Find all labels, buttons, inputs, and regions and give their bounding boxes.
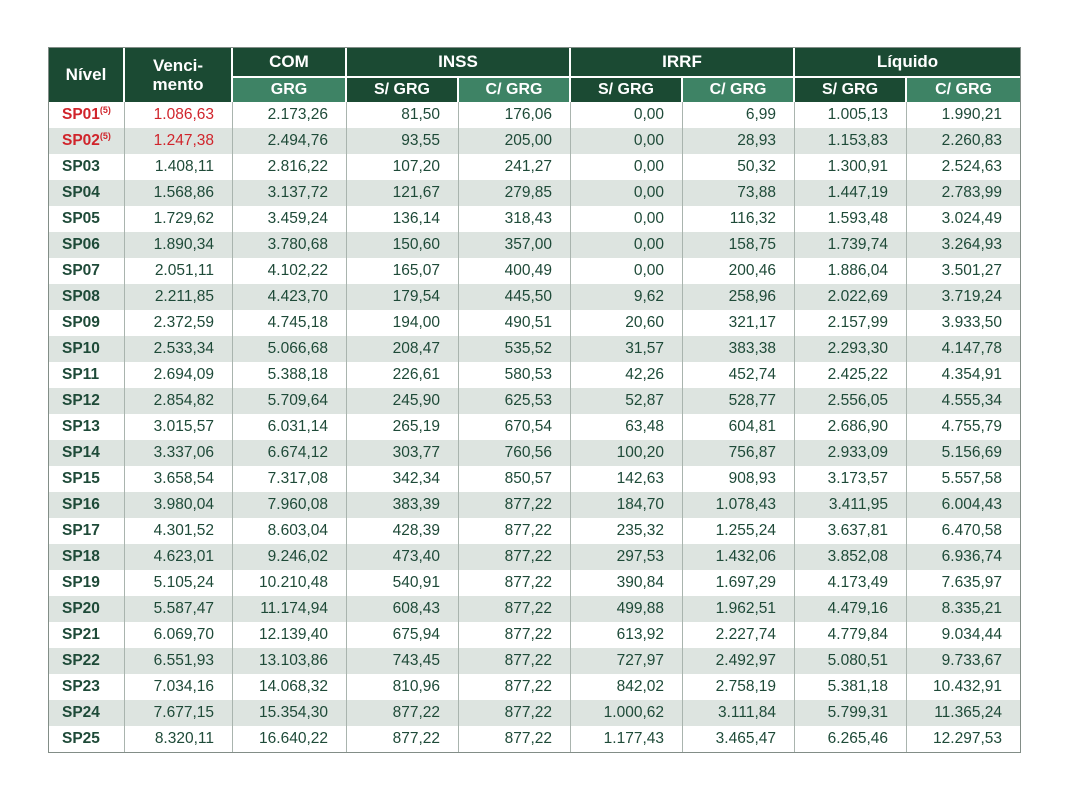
table-row-sp19 xyxy=(49,570,1020,596)
value-cell: 279,85 xyxy=(459,180,571,206)
value-cell: 1.153,83 xyxy=(795,128,907,154)
vencimento-cell: 6.551,93 xyxy=(125,648,233,674)
value-cell: 9.246,02 xyxy=(233,544,347,570)
value-cell: 241,27 xyxy=(459,154,571,180)
value-cell: 428,39 xyxy=(347,518,459,544)
value-cell: 1.962,51 xyxy=(683,596,795,622)
value-cell: 2.556,05 xyxy=(795,388,907,414)
value-cell: 1.177,43 xyxy=(571,726,683,752)
value-cell: 2.157,99 xyxy=(795,310,907,336)
value-cell: 580,53 xyxy=(459,362,571,388)
value-cell: 0,00 xyxy=(571,258,683,284)
nivel-cell: SP19 xyxy=(49,570,125,596)
value-cell: 4.555,34 xyxy=(907,388,1020,414)
value-cell: 756,87 xyxy=(683,440,795,466)
nivel-cell: SP24 xyxy=(49,700,125,726)
value-cell: 6.004,43 xyxy=(907,492,1020,518)
value-cell: 8.603,04 xyxy=(233,518,347,544)
nivel-cell: SP07 xyxy=(49,258,125,284)
value-cell: 4.354,91 xyxy=(907,362,1020,388)
value-cell: 3.719,24 xyxy=(907,284,1020,310)
table-row-sp16 xyxy=(49,492,1020,518)
value-cell: 7.635,97 xyxy=(907,570,1020,596)
value-cell: 1.078,43 xyxy=(683,492,795,518)
value-cell: 116,32 xyxy=(683,206,795,232)
value-cell: 3.459,24 xyxy=(233,206,347,232)
value-cell: 20,60 xyxy=(571,310,683,336)
value-cell: 12.139,40 xyxy=(233,622,347,648)
value-cell: 810,96 xyxy=(347,674,459,700)
header-sub-2-sgrg: S/ GRG xyxy=(571,78,683,102)
value-cell: 9,62 xyxy=(571,284,683,310)
value-cell: 608,43 xyxy=(347,596,459,622)
value-cell: 1.990,21 xyxy=(907,102,1020,128)
value-cell: 6.031,14 xyxy=(233,414,347,440)
value-cell: 107,20 xyxy=(347,154,459,180)
value-cell: 2.686,90 xyxy=(795,414,907,440)
vencimento-cell: 1.568,86 xyxy=(125,180,233,206)
table-row-sp01 xyxy=(49,102,1020,128)
value-cell: 908,93 xyxy=(683,466,795,492)
table-row-sp10 xyxy=(49,336,1020,362)
table-row-sp07 xyxy=(49,258,1020,284)
value-cell: 81,50 xyxy=(347,102,459,128)
nivel-cell: SP08 xyxy=(49,284,125,310)
table-row-sp03 xyxy=(49,154,1020,180)
value-cell: 877,22 xyxy=(459,700,571,726)
nivel-cell: SP17 xyxy=(49,518,125,544)
nivel-cell: SP14 xyxy=(49,440,125,466)
vencimento-cell: 4.301,52 xyxy=(125,518,233,544)
value-cell: 1.255,24 xyxy=(683,518,795,544)
value-cell: 3.933,50 xyxy=(907,310,1020,336)
value-cell: 165,07 xyxy=(347,258,459,284)
value-cell: 6.265,46 xyxy=(795,726,907,752)
value-cell: 3.024,49 xyxy=(907,206,1020,232)
value-cell: 5.799,31 xyxy=(795,700,907,726)
header-group-inss: INSS xyxy=(347,48,571,78)
value-cell: 5.080,51 xyxy=(795,648,907,674)
value-cell: 10.210,48 xyxy=(233,570,347,596)
value-cell: 28,93 xyxy=(683,128,795,154)
value-cell: 727,97 xyxy=(571,648,683,674)
value-cell: 5.709,64 xyxy=(233,388,347,414)
table-row-sp04 xyxy=(49,180,1020,206)
header-sub-3-cgrg: C/ GRG xyxy=(907,78,1020,102)
value-cell: 142,63 xyxy=(571,466,683,492)
header-sub-1-sgrg: S/ GRG xyxy=(347,78,459,102)
nivel-cell: SP22 xyxy=(49,648,125,674)
value-cell: 3.465,47 xyxy=(683,726,795,752)
nivel-cell: SP01$^{(5)}$ xyxy=(49,102,125,128)
value-cell: 490,51 xyxy=(459,310,571,336)
value-cell: 1.300,91 xyxy=(795,154,907,180)
value-cell: 226,61 xyxy=(347,362,459,388)
value-cell: 0,00 xyxy=(571,102,683,128)
value-cell: 1.739,74 xyxy=(795,232,907,258)
value-cell: 2.227,74 xyxy=(683,622,795,648)
value-cell: 303,77 xyxy=(347,440,459,466)
value-cell: 2.524,63 xyxy=(907,154,1020,180)
value-cell: 877,22 xyxy=(459,726,571,752)
header-group-com: COM xyxy=(233,48,347,78)
value-cell: 12.297,53 xyxy=(907,726,1020,752)
value-cell: 13.103,86 xyxy=(233,648,347,674)
value-cell: 184,70 xyxy=(571,492,683,518)
value-cell: 342,34 xyxy=(347,466,459,492)
header-vencimento xyxy=(125,48,233,102)
nivel-cell: SP16 xyxy=(49,492,125,518)
nivel-cell: SP02$^{(5)}$ xyxy=(49,128,125,154)
vencimento-cell: 1.247,38 xyxy=(125,128,233,154)
vencimento-cell: 1.890,34 xyxy=(125,232,233,258)
nivel-cell: SP10 xyxy=(49,336,125,362)
value-cell: 3.137,72 xyxy=(233,180,347,206)
header-sub-0-grg: GRG xyxy=(233,78,347,102)
nivel-cell: SP05 xyxy=(49,206,125,232)
value-cell: 877,22 xyxy=(459,674,571,700)
table-row-sp22 xyxy=(49,648,1020,674)
value-cell: 16.640,22 xyxy=(233,726,347,752)
value-cell: 1.432,06 xyxy=(683,544,795,570)
value-cell: 9.733,67 xyxy=(907,648,1020,674)
value-cell: 3.111,84 xyxy=(683,700,795,726)
vencimento-cell: 6.069,70 xyxy=(125,622,233,648)
nivel-cell: SP20 xyxy=(49,596,125,622)
table-row-sp13 xyxy=(49,414,1020,440)
value-cell: 7.960,08 xyxy=(233,492,347,518)
nivel-cell: SP21 xyxy=(49,622,125,648)
vencimento-cell: 2.854,82 xyxy=(125,388,233,414)
value-cell: 1.697,29 xyxy=(683,570,795,596)
value-cell: 2.425,22 xyxy=(795,362,907,388)
value-cell: 42,26 xyxy=(571,362,683,388)
value-cell: 0,00 xyxy=(571,180,683,206)
table-body xyxy=(49,102,1020,752)
value-cell: 850,57 xyxy=(459,466,571,492)
value-cell: 877,22 xyxy=(459,570,571,596)
value-cell: 10.432,91 xyxy=(907,674,1020,700)
table-row-sp15 xyxy=(49,466,1020,492)
value-cell: 2.783,99 xyxy=(907,180,1020,206)
value-cell: 245,90 xyxy=(347,388,459,414)
value-cell: 8.335,21 xyxy=(907,596,1020,622)
value-cell: 6.674,12 xyxy=(233,440,347,466)
table-row-sp25 xyxy=(49,726,1020,752)
value-cell: 1.000,62 xyxy=(571,700,683,726)
value-cell: 877,22 xyxy=(459,544,571,570)
value-cell: 2.933,09 xyxy=(795,440,907,466)
table-row-sp02 xyxy=(49,128,1020,154)
nivel-cell: SP11 xyxy=(49,362,125,388)
value-cell: 357,00 xyxy=(459,232,571,258)
value-cell: 760,56 xyxy=(459,440,571,466)
value-cell: 52,87 xyxy=(571,388,683,414)
header-row-groups xyxy=(49,48,1020,78)
vencimento-cell: 2.372,59 xyxy=(125,310,233,336)
header-group-líquido: Líquido xyxy=(795,48,1020,78)
table-row-sp06 xyxy=(49,232,1020,258)
nivel-cell: SP23 xyxy=(49,674,125,700)
salary-table xyxy=(48,47,1021,753)
vencimento-cell: 2.694,09 xyxy=(125,362,233,388)
value-cell: 5.156,69 xyxy=(907,440,1020,466)
value-cell: 390,84 xyxy=(571,570,683,596)
vencimento-cell: 1.086,63 xyxy=(125,102,233,128)
vencimento-cell: 1.729,62 xyxy=(125,206,233,232)
header-sub-3-sgrg: S/ GRG xyxy=(795,78,907,102)
nivel-cell: SP06 xyxy=(49,232,125,258)
value-cell: 528,77 xyxy=(683,388,795,414)
value-cell: 208,47 xyxy=(347,336,459,362)
vencimento-cell: 3.980,04 xyxy=(125,492,233,518)
value-cell: 0,00 xyxy=(571,154,683,180)
value-cell: 6.936,74 xyxy=(907,544,1020,570)
nivel-cell: SP18 xyxy=(49,544,125,570)
value-cell: 877,22 xyxy=(459,622,571,648)
value-cell: 121,67 xyxy=(347,180,459,206)
value-cell: 258,96 xyxy=(683,284,795,310)
value-cell: 877,22 xyxy=(459,596,571,622)
value-cell: 73,88 xyxy=(683,180,795,206)
header-group-irrf: IRRF xyxy=(571,48,795,78)
value-cell: 5.381,18 xyxy=(795,674,907,700)
table-row-sp23 xyxy=(49,674,1020,700)
value-cell: 877,22 xyxy=(459,648,571,674)
value-cell: 2.816,22 xyxy=(233,154,347,180)
value-cell: 604,81 xyxy=(683,414,795,440)
table-row-sp14 xyxy=(49,440,1020,466)
nivel-cell: SP25 xyxy=(49,726,125,752)
table-row-sp05 xyxy=(49,206,1020,232)
value-cell: 100,20 xyxy=(571,440,683,466)
footnote-marker: (5) xyxy=(99,130,111,141)
value-cell: 14.068,32 xyxy=(233,674,347,700)
value-cell: 1.886,04 xyxy=(795,258,907,284)
value-cell: 265,19 xyxy=(347,414,459,440)
value-cell: 4.745,18 xyxy=(233,310,347,336)
value-cell: 3.173,57 xyxy=(795,466,907,492)
value-cell: 150,60 xyxy=(347,232,459,258)
table-row-sp24 xyxy=(49,700,1020,726)
value-cell: 2.293,30 xyxy=(795,336,907,362)
value-cell: 3.411,95 xyxy=(795,492,907,518)
table-header xyxy=(49,48,1020,102)
value-cell: 4.423,70 xyxy=(233,284,347,310)
nivel-cell: SP15 xyxy=(49,466,125,492)
value-cell: 9.034,44 xyxy=(907,622,1020,648)
value-cell: 6.470,58 xyxy=(907,518,1020,544)
value-cell: 445,50 xyxy=(459,284,571,310)
value-cell: 176,06 xyxy=(459,102,571,128)
table-row-sp12 xyxy=(49,388,1020,414)
value-cell: 540,91 xyxy=(347,570,459,596)
value-cell: 3.264,93 xyxy=(907,232,1020,258)
table-row-sp17 xyxy=(49,518,1020,544)
header-sub-1-cgrg: C/ GRG xyxy=(459,78,571,102)
nivel-cell: SP13 xyxy=(49,414,125,440)
vencimento-cell: 2.211,85 xyxy=(125,284,233,310)
value-cell: 15.354,30 xyxy=(233,700,347,726)
value-cell: 63,48 xyxy=(571,414,683,440)
value-cell: 613,92 xyxy=(571,622,683,648)
value-cell: 2.494,76 xyxy=(233,128,347,154)
value-cell: 158,75 xyxy=(683,232,795,258)
value-cell: 877,22 xyxy=(459,518,571,544)
value-cell: 400,49 xyxy=(459,258,571,284)
value-cell: 297,53 xyxy=(571,544,683,570)
value-cell: 4.479,16 xyxy=(795,596,907,622)
value-cell: 0,00 xyxy=(571,128,683,154)
value-cell: 0,00 xyxy=(571,206,683,232)
table-row-sp18 xyxy=(49,544,1020,570)
vencimento-cell: 7.677,15 xyxy=(125,700,233,726)
vencimento-cell: 8.320,11 xyxy=(125,726,233,752)
value-cell: 473,40 xyxy=(347,544,459,570)
value-cell: 877,22 xyxy=(347,700,459,726)
value-cell: 50,32 xyxy=(683,154,795,180)
value-cell: 625,53 xyxy=(459,388,571,414)
header-sub-2-cgrg: C/ GRG xyxy=(683,78,795,102)
value-cell: 11.365,24 xyxy=(907,700,1020,726)
value-cell: 2.492,97 xyxy=(683,648,795,674)
value-cell: 7.317,08 xyxy=(233,466,347,492)
table-row-sp21 xyxy=(49,622,1020,648)
table-row-sp20 xyxy=(49,596,1020,622)
value-cell: 321,17 xyxy=(683,310,795,336)
table-row-sp09 xyxy=(49,310,1020,336)
value-cell: 6,99 xyxy=(683,102,795,128)
vencimento-cell: 5.587,47 xyxy=(125,596,233,622)
nivel-cell: SP04 xyxy=(49,180,125,206)
value-cell: 2.173,26 xyxy=(233,102,347,128)
value-cell: 452,74 xyxy=(683,362,795,388)
value-cell: 3.780,68 xyxy=(233,232,347,258)
value-cell: 205,00 xyxy=(459,128,571,154)
vencimento-cell: 4.623,01 xyxy=(125,544,233,570)
vencimento-cell: 2.051,11 xyxy=(125,258,233,284)
value-cell: 5.388,18 xyxy=(233,362,347,388)
value-cell: 842,02 xyxy=(571,674,683,700)
nivel-cell: SP03 xyxy=(49,154,125,180)
value-cell: 194,00 xyxy=(347,310,459,336)
value-cell: 31,57 xyxy=(571,336,683,362)
vencimento-cell: 3.015,57 xyxy=(125,414,233,440)
table-row-sp08 xyxy=(49,284,1020,310)
value-cell: 11.174,94 xyxy=(233,596,347,622)
value-cell: 877,22 xyxy=(347,726,459,752)
salary-table-page xyxy=(48,47,1021,753)
vencimento-cell: 3.337,06 xyxy=(125,440,233,466)
footnote-marker: (5) xyxy=(99,104,111,115)
value-cell: 1.447,19 xyxy=(795,180,907,206)
value-cell: 5.557,58 xyxy=(907,466,1020,492)
value-cell: 136,14 xyxy=(347,206,459,232)
value-cell: 2.022,69 xyxy=(795,284,907,310)
value-cell: 4.102,22 xyxy=(233,258,347,284)
vencimento-cell: 7.034,16 xyxy=(125,674,233,700)
value-cell: 0,00 xyxy=(571,232,683,258)
value-cell: 2.758,19 xyxy=(683,674,795,700)
header-vencimento-line1: Venci- xyxy=(152,55,204,75)
value-cell: 4.779,84 xyxy=(795,622,907,648)
vencimento-cell: 3.658,54 xyxy=(125,466,233,492)
value-cell: 383,38 xyxy=(683,336,795,362)
value-cell: 4.755,79 xyxy=(907,414,1020,440)
header-nivel: Nível xyxy=(49,48,125,102)
value-cell: 877,22 xyxy=(459,492,571,518)
value-cell: 4.173,49 xyxy=(795,570,907,596)
value-cell: 4.147,78 xyxy=(907,336,1020,362)
nivel-cell: SP09 xyxy=(49,310,125,336)
value-cell: 3.852,08 xyxy=(795,544,907,570)
value-cell: 499,88 xyxy=(571,596,683,622)
value-cell: 2.260,83 xyxy=(907,128,1020,154)
nivel-cell: SP12 xyxy=(49,388,125,414)
table-row-sp11 xyxy=(49,362,1020,388)
vencimento-cell: 2.533,34 xyxy=(125,336,233,362)
value-cell: 3.501,27 xyxy=(907,258,1020,284)
value-cell: 200,46 xyxy=(683,258,795,284)
value-cell: 1.593,48 xyxy=(795,206,907,232)
value-cell: 5.066,68 xyxy=(233,336,347,362)
vencimento-cell: 5.105,24 xyxy=(125,570,233,596)
value-cell: 383,39 xyxy=(347,492,459,518)
value-cell: 670,54 xyxy=(459,414,571,440)
value-cell: 318,43 xyxy=(459,206,571,232)
value-cell: 743,45 xyxy=(347,648,459,674)
value-cell: 179,54 xyxy=(347,284,459,310)
value-cell: 3.637,81 xyxy=(795,518,907,544)
value-cell: 93,55 xyxy=(347,128,459,154)
value-cell: 235,32 xyxy=(571,518,683,544)
header-vencimento-line2: mento xyxy=(152,75,204,94)
value-cell: 675,94 xyxy=(347,622,459,648)
value-cell: 535,52 xyxy=(459,336,571,362)
value-cell: 1.005,13 xyxy=(795,102,907,128)
vencimento-cell: 1.408,11 xyxy=(125,154,233,180)
